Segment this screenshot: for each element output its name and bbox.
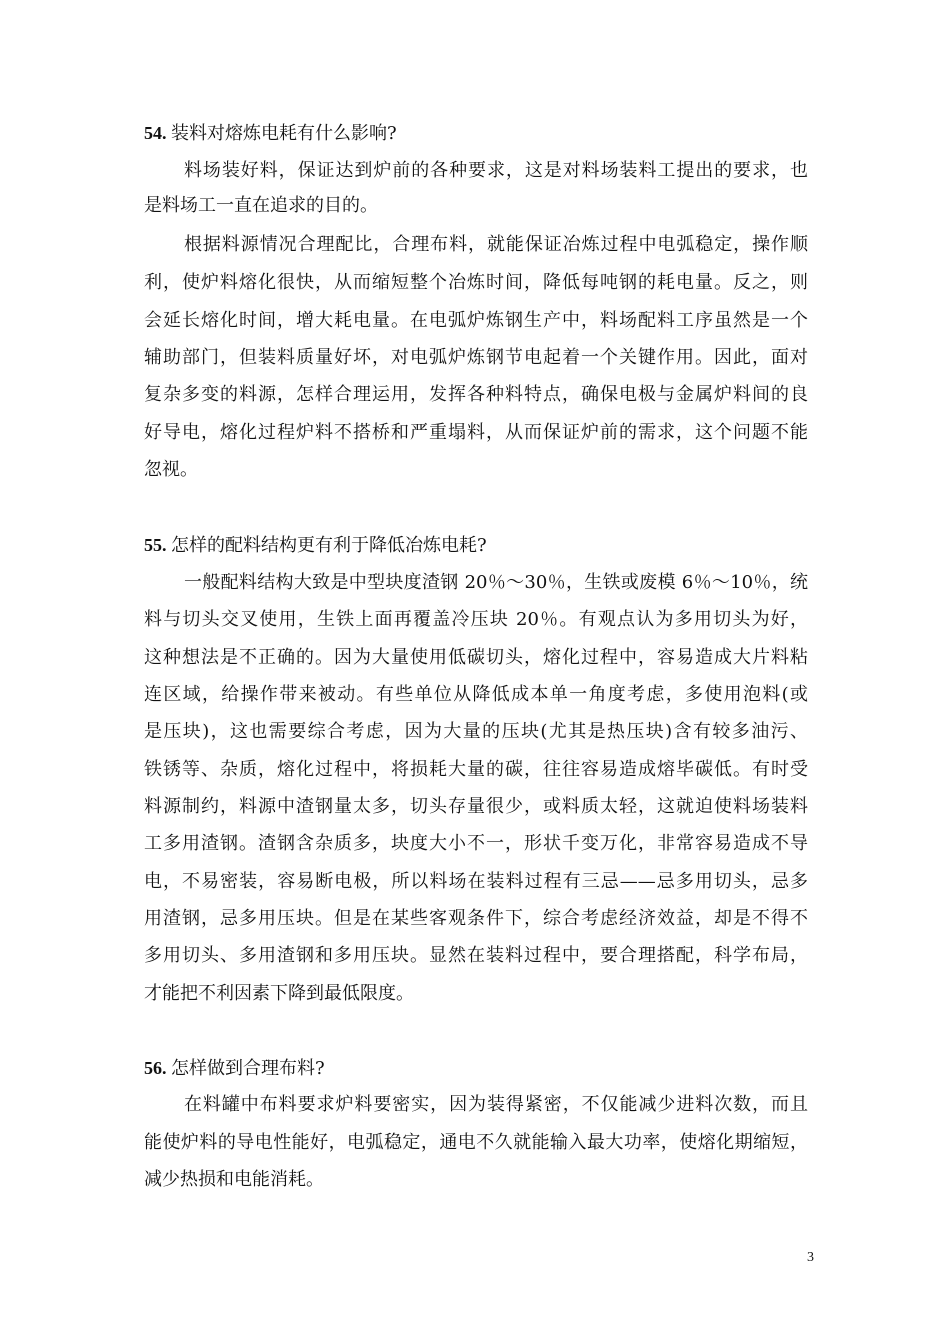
section-heading-54 [144,120,808,146]
paragraph-line: 料源制约，料源中渣钢量太多，切头存量很少，或料质太轻，这就迫使料场装料 [144,796,808,817]
section-number: 56. [144,1058,167,1078]
paragraph-line: 是料场工一直在追求的目的。 [144,195,378,216]
paragraph-line: 忽视。 [144,459,198,480]
paragraph-line: 多用切头、多用渣钢和多用压块。显然在装料过程中，要合理搭配，科学布局， [144,945,808,966]
paragraph-line: 在料罐中布料要求炉料要密实，因为装得紧密，不仅能减少进料次数，而且 [184,1094,808,1115]
paragraph-line: 铁锈等、杂质，熔化过程中，将损耗大量的碳，往往容易造成熔毕碳低。有时受 [144,759,808,780]
paragraph-line: 一般配料结构大致是中型块度渣钢 20％～30％，生铁或废模 6％～10％，统 [184,572,808,593]
paragraph-line: 根据料源情况合理配比，合理布料，就能保证冶炼过程中电弧稳定，操作顺 [184,234,808,255]
paragraph-line: 料与切头交叉使用，生铁上面再覆盖冷压块 20％。有观点认为多用切头为好， [144,609,808,630]
page-number: 3 [807,1250,814,1265]
paragraph-line: 好导电，熔化过程炉料不搭桥和严重塌料，从而保证炉前的需求，这个问题不能 [144,422,808,443]
section-number: 54. [144,123,167,143]
paragraph-line: 这种想法是不正确的。因为大量使用低碳切头，熔化过程中，容易造成大片料粘 [144,647,808,668]
section-title: 装料对熔炼电耗有什么影响? [171,123,397,144]
paragraph-line: 复杂多变的料源，怎样合理运用，发挥各种料特点，确保电极与金属炉料间的良 [144,384,808,405]
paragraph-line: 辅助部门，但装料质量好坏，对电弧炉炼钢节电起着一个关键作用。因此，面对 [144,347,808,368]
paragraph-line: 利，使炉料熔化很快，从而缩短整个冶炼时间，降低每吨钢的耗电量。反之，则 [144,272,808,293]
paragraph-line: 是压块)，这也需要综合考虑，因为大量的压块(尤其是热压块)含有较多油污、 [144,721,808,742]
paragraph-line: 工多用渣钢。渣钢含杂质多，块度大小不一，形状千变万化，非常容易造成不导 [144,833,808,854]
paragraph-line: 连区域，给操作带来被动。有些单位从降低成本单一角度考虑，多使用泡料(或 [144,684,808,705]
section-heading-55 [144,532,808,558]
paragraph-line: 能使炉料的导电性能好，电弧稳定，通电不久就能输入最大功率，使熔化期缩短， [144,1132,808,1153]
paragraph-line: 电，不易密装，容易断电极，所以料场在装料过程有三忌——忌多用切头，忌多 [144,871,808,892]
section-number: 55. [144,535,167,555]
section-title: 怎样的配料结构更有利于降低冶炼电耗? [171,535,487,556]
paragraph-line: 料场装好料，保证达到炉前的各种要求，这是对料场装料工提出的要求，也 [184,160,808,181]
section-title: 怎样做到合理布料? [171,1058,325,1079]
paragraph-line: 才能把不利因素下降到最低限度。 [144,983,414,1004]
paragraph-line: 用渣钢，忌多用压块。但是在某些客观条件下，综合考虑经济效益，却是不得不 [144,908,808,929]
paragraph-line: 减少热损和电能消耗。 [144,1169,324,1190]
section-heading-56 [144,1055,808,1081]
paragraph-line: 会延长熔化时间，增大耗电量。在电弧炉炼钢生产中，料场配料工序虽然是一个 [144,310,808,331]
